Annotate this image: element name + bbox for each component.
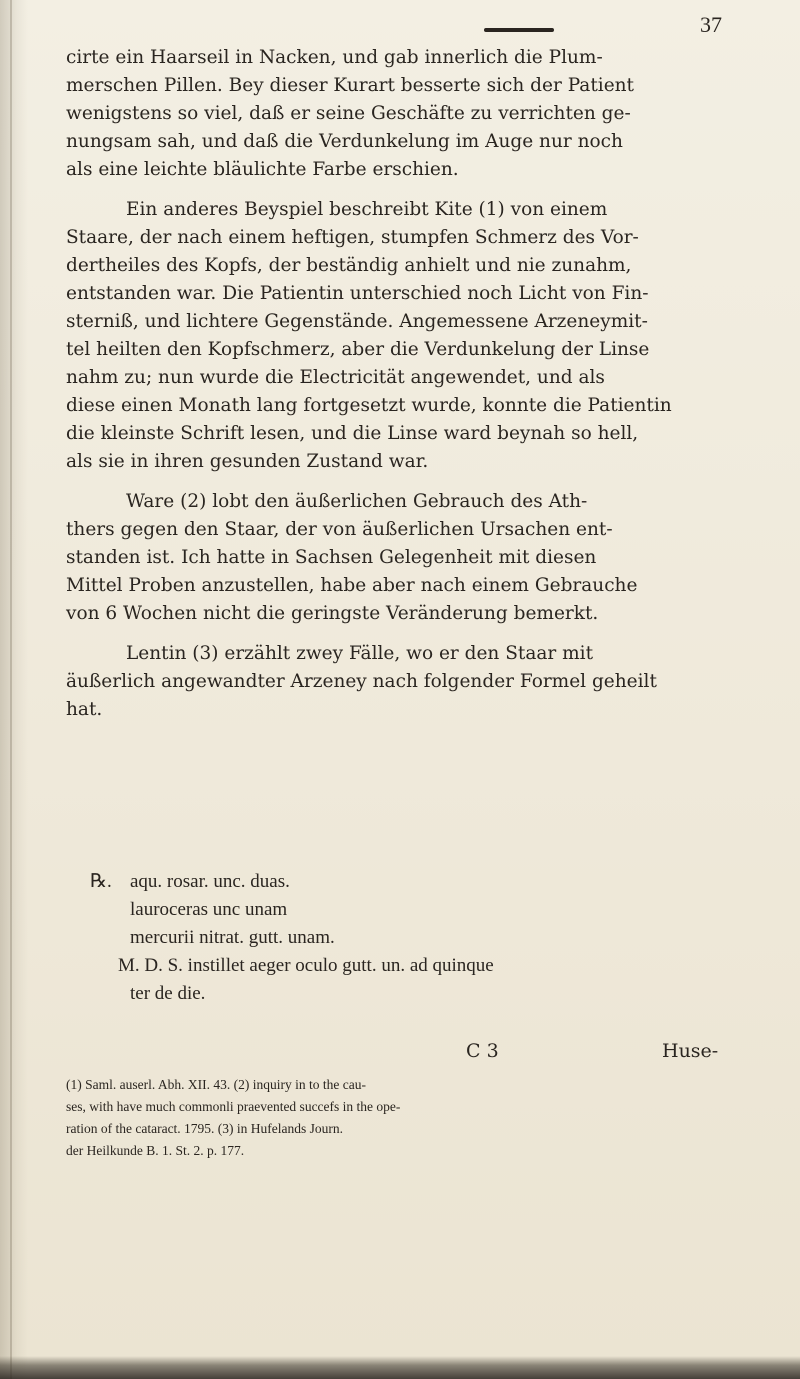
text-line: Lentin (3) erzählt zwey Fälle, wo er den Staar mit [126,643,594,664]
text-line: als sie in ihren gesunden Zustand war. [66,451,429,472]
signature-mark: C 3 [466,1040,499,1062]
recipe-line: mercurii nitrat. gutt. unam. [130,927,335,948]
text-line: merschen Pillen. Bey dieser Kurart besserte sich der Patient [66,75,634,96]
prescription-formula [66,868,766,1008]
text-line: Mittel Proben anzustellen, habe aber nach einem Gebrauche [66,575,638,596]
text-line: cirte ein Haarseil in Nacken, und gab innerlich die Plum- [66,47,603,68]
catchword: Huse- [662,1040,719,1062]
text-line: dertheiles des Kopfs, der beständig anhielt und nie zunahm, [66,255,632,276]
text-line: nahm zu; nun wurde die Electricität angewendet, und als [66,367,605,388]
page-number: 37 [700,12,722,37]
body-text [66,44,766,736]
page-fold-line [10,0,12,1379]
recipe-symbol: ℞. [90,871,112,892]
text-line: Ware (2) lobt den äußerlichen Gebrauch des Ath- [126,491,588,512]
footnote-line: der Heilkunde B. 1. St. 2. p. 177. [66,1143,245,1158]
text-line: wenigstens so viel, daß er seine Geschäfte zu verrichten ge- [66,103,631,124]
paragraph-3 [66,488,766,628]
recipe-line: M. D. S. instillet aeger oculo gutt. un. ad quinque [118,955,494,976]
text-line: von 6 Wochen nicht die geringste Veränderung bemerkt. [66,603,599,624]
footnote-line: ration of the cataract. 1795. (3) in Hufelands Journ. [66,1121,344,1136]
text-line: standen ist. Ich hatte in Sachsen Gelegenheit mit diesen [66,547,597,568]
text-line: thers gegen den Staar, der von äußerlichen Ursachen ent- [66,519,613,540]
binding-shadow [0,0,28,1379]
recipe-first-row [66,868,766,896]
text-line: Ein anderes Beyspiel beschreibt Kite (1) von einem [126,199,608,220]
text-line: die kleinste Schrift lesen, und die Linse ward beynah so hell, [66,423,639,444]
page-bottom-edge [0,1356,800,1379]
recipe-line: ter de die. [130,983,206,1004]
signature-row [66,1040,726,1068]
recipe-line: lauroceras unc unam [130,899,288,920]
header-rule [484,28,554,32]
text-line: sterniß, und lichtere Gegenstände. Angemessene Arzeneymit- [66,311,648,332]
recipe-line: aqu. rosar. unc. duas. [130,871,290,892]
text-line: tel heilten den Kopfschmerz, aber die Verdunkelung der Linse [66,339,650,360]
text-line: hat. [66,699,103,720]
footnote-line: ses, with have much commonli praevented succefs in the ope- [66,1099,401,1114]
text-line: nungsam sah, und daß die Verdunkelung im Auge nur noch [66,131,623,152]
footnotes [66,1074,766,1162]
paragraph-1 [66,44,766,184]
text-line: als eine leichte bläulichte Farbe erschien. [66,159,459,180]
text-line: diese einen Monath lang fortgesetzt wurde, konnte die Patientin [66,395,672,416]
paragraph-4 [66,640,766,724]
paragraph-2 [66,196,766,476]
text-line: entstanden war. Die Patientin unterschied noch Licht von Fin- [66,283,649,304]
text-line: Staare, der nach einem heftigen, stumpfen Schmerz des Vor- [66,227,639,248]
text-line: äußerlich angewandter Arzeney nach folgender Formel geheilt [66,671,657,692]
footnote-line: (1) Saml. auserl. Abh. XII. 43. (2) inquiry in to the cau- [66,1077,366,1092]
